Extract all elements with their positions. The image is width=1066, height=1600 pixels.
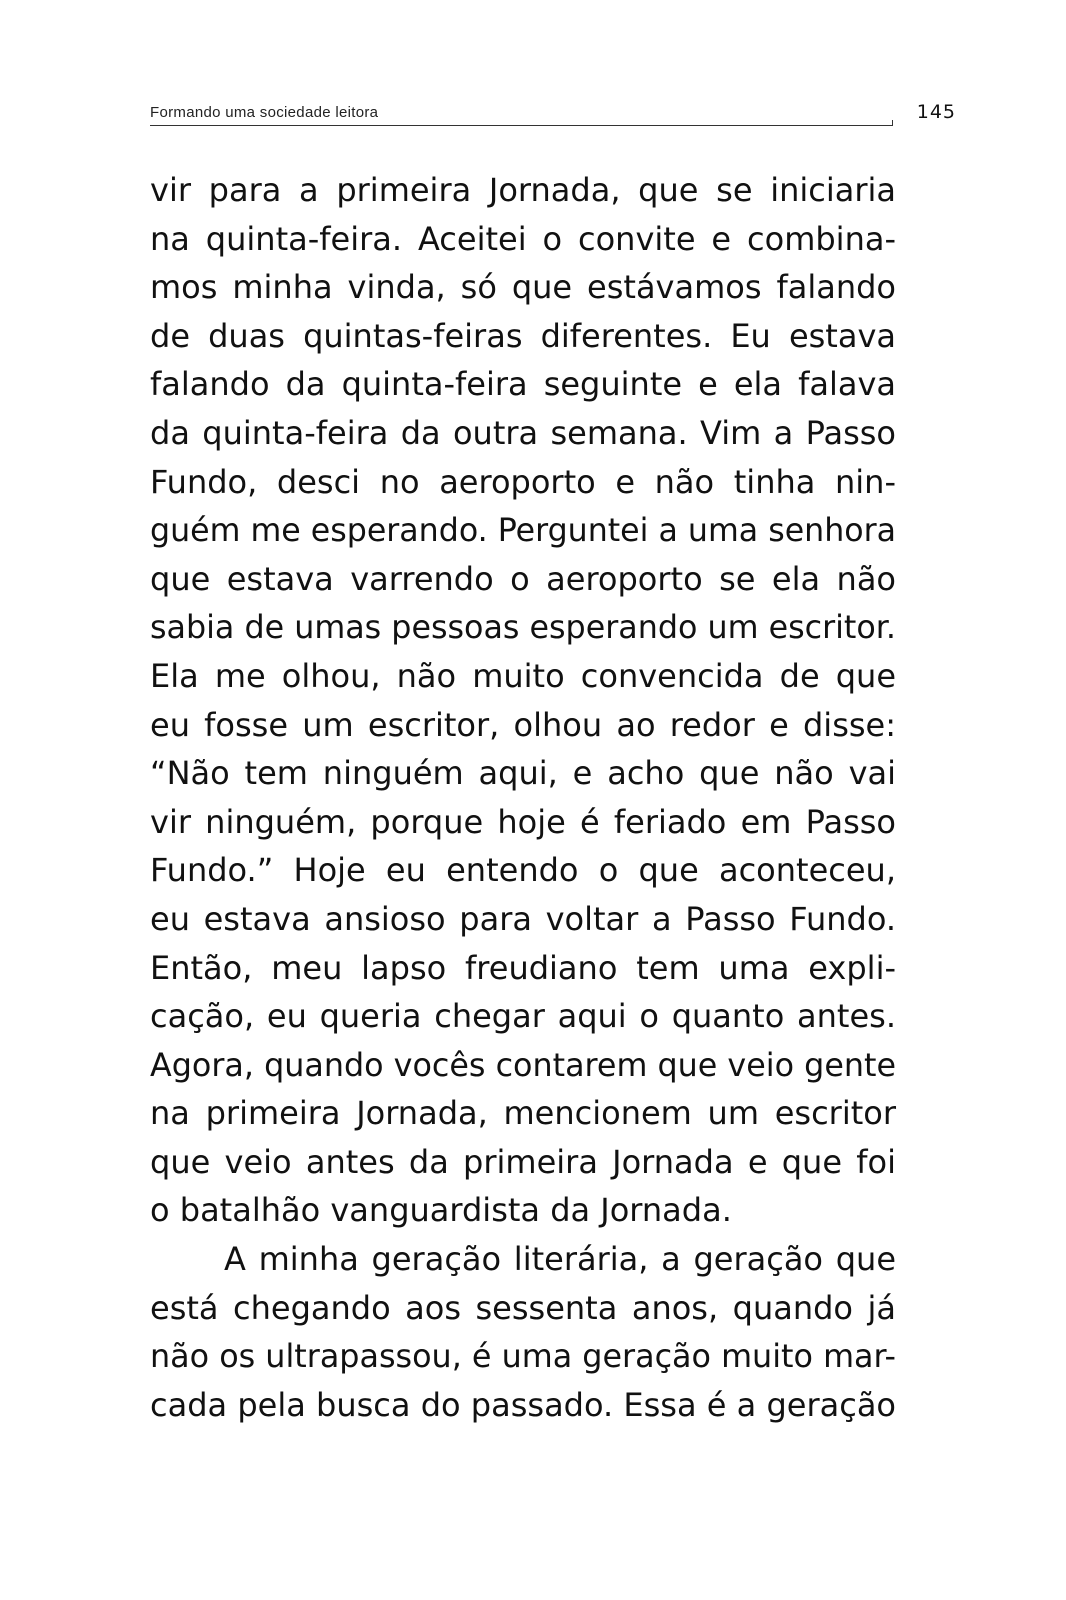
text-line: Ela me olhou, não muito convencida de que (150, 656, 896, 695)
paragraph-first-line: A minha geração literária, a geração que (224, 1240, 896, 1279)
text-line: Então, meu lapso freudiano tem uma expli- (150, 948, 896, 987)
text-line: da quinta-feira da outra semana. Vim a Passo (150, 413, 896, 452)
text-line: que veio antes da primeira Jornada e que foi (150, 1142, 896, 1181)
text-line: “Não tem ninguém aqui, e acho que não vai (150, 754, 896, 793)
paragraph-last-line: o batalhão vanguardista da Jornada. (150, 1191, 732, 1230)
text-line: guém me esperando. Perguntei a uma senhora (150, 511, 897, 550)
text-line: Fundo, desci no aeroporto e não tinha nin- (150, 462, 896, 501)
text-line: está chegando aos sessenta anos, quando já (150, 1288, 896, 1327)
header-rule-tick (892, 120, 893, 126)
text-line: mos minha vinda, só que estávamos falando (150, 268, 896, 307)
text-line: cada pela busca do passado. Essa é a geração (150, 1385, 896, 1424)
text-line: na quinta-feira. Aceitei o convite e combina- (150, 219, 896, 258)
running-head (150, 101, 956, 130)
text-line: eu fosse um escritor, olhou ao redor e disse: (150, 705, 896, 744)
body-text (150, 166, 896, 1429)
header-rule (150, 125, 892, 126)
text-line: cação, eu queria chegar aqui o quanto antes. (150, 997, 896, 1036)
text-line: de duas quintas-feiras diferentes. Eu estava (150, 316, 896, 355)
running-title: Formando uma sociedade leitora (150, 104, 379, 121)
text-line: na primeira Jornada, mencionem um escritor (150, 1094, 896, 1133)
text-line: não os ultrapassou, é uma geração muito mar- (150, 1337, 897, 1376)
text-line: falando da quinta-feira seguinte e ela falava (150, 365, 896, 404)
text-line: sabia de umas pessoas esperando um escritor. (150, 608, 897, 647)
text-line: que estava varrendo o aeroporto se ela não (150, 559, 896, 598)
text-line: eu estava ansioso para voltar a Passo Fundo. (150, 899, 896, 938)
text-line: Fundo.” Hoje eu entendo o que aconteceu, (150, 851, 896, 890)
text-line: Agora, quando vocês contarem que veio gente (150, 1045, 896, 1084)
text-line: vir para a primeira Jornada, que se iniciaria (150, 171, 896, 209)
page-number: 145 (916, 101, 956, 123)
text-line: vir ninguém, porque hoje é feriado em Passo (150, 802, 896, 841)
